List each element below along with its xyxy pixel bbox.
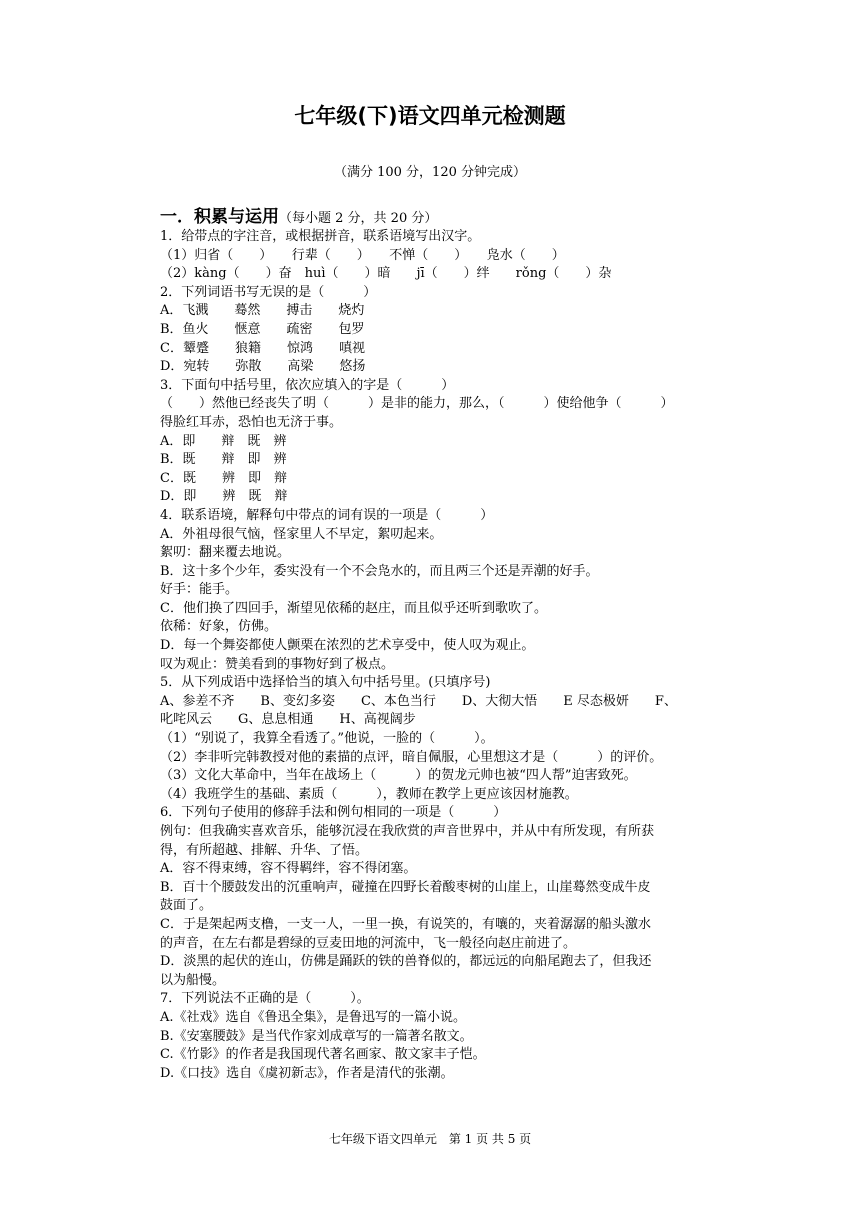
text-line: B.《安塞腰鼓》是当代作家刘成章写的一篇著名散文。 xyxy=(160,1028,473,1044)
question-body xyxy=(160,228,745,1083)
text-line: D．每一个舞姿都使人颤栗在浓烈的艺术享受中，使人叹为观止。 xyxy=(160,638,535,654)
text-line: （4）我班学生的基础、素质（ ），教师在教学上更应该因材施教。 xyxy=(160,786,578,802)
text-line: 7．下列说法不正确的是（ ）。 xyxy=(160,991,370,1007)
text-line: 的声音，在左右都是碧绿的豆麦田地的河流中，飞一般径向赵庄前进了。 xyxy=(160,935,577,951)
text-line: （3）文化大革命中，当年在战场上（ ）的贺龙元帅也被“四人帮”迫害致死。 xyxy=(160,768,637,784)
text-line: 例句：但我确实喜欢音乐，能够沉浸在我欣赏的声音世界中，并从中有所发现，有所获 xyxy=(160,824,655,839)
text-line: B．百十个腰鼓发出的沉重响声，碰撞在四野长着酸枣树的山崖上，山崖蓦然变成牛皮 xyxy=(160,879,651,895)
text-line: D．宛转 弥散 高梁 悠扬 xyxy=(160,359,366,375)
score-note: （满分 100 分，120 分钟完成） xyxy=(333,165,527,180)
text-line: 得，有所超越、排解、升华、了悟。 xyxy=(160,842,369,858)
text-line: C．于是架起两支橹，一支一人，一里一换，有说笑的，有嚷的，夹着潺潺的船头激水 xyxy=(160,916,651,932)
text-line: B．既 辩 即 辨 xyxy=(160,452,287,468)
page-title: 七年级(下)语文四单元检测题 xyxy=(294,104,566,128)
text-line: A．外祖母很气恼，怪家里人不早定，絮叨起来。 xyxy=(160,526,443,542)
text-line: A．飞溅 蓦然 搏击 烧灼 xyxy=(160,303,365,319)
text-line: 5．从下列成语中选择恰当的填入句中括号里。(只填序号) xyxy=(160,675,491,691)
text-line: 依稀：好象，仿佛。 xyxy=(160,619,278,635)
text-line: A.《社戏》选自《鲁迅全集》，是鲁迅写的一篇小说。 xyxy=(160,1009,467,1025)
text-line: （ ）然他已经丧失了明（ ）是非的能力，那么，（ ）使给他争（ ） xyxy=(160,396,674,412)
section-title: 一．积累与运用 xyxy=(160,207,279,227)
text-line: （2）李非听完韩教授对他的素描的点评，暗自佩服，心里想这才是（ ）的评价。 xyxy=(160,749,663,765)
section-heading xyxy=(160,202,437,227)
text-line: 6．下列句子使用的修辞手法和例句相同的一项是（ ） xyxy=(160,805,507,821)
text-line: 絮叨：翻来覆去地说。 xyxy=(160,545,291,561)
text-line: 叱咤风云 G、息息相通 H、高视阔步 xyxy=(160,712,416,728)
text-line: 得脸红耳赤，恐怕也无济于事。 xyxy=(160,414,343,430)
text-line: （1）归省（ ） 行辈（ ） 不惮（ ） 凫水（ ） xyxy=(160,247,565,263)
section-note: （每小题 2 分，共 20 分） xyxy=(279,211,438,226)
text-line: 好手：能手。 xyxy=(160,582,239,598)
text-line: A、参差不齐 B、变幻多姿 C、本色当行 D、大彻大悟 E 尽态极妍 F、 xyxy=(160,693,677,709)
page-footer: 七年级下语文四单元 第 1 页 共 5 页 xyxy=(328,1132,532,1146)
text-line: C.《竹影》的作者是我国现代著名画家、散文家丰子恺。 xyxy=(160,1047,486,1063)
text-line: A．容不得束缚，容不得羁绊，容不得闭塞。 xyxy=(160,861,417,877)
text-line: D．即 辨 既 辩 xyxy=(160,489,288,505)
text-line: 鼓面了。 xyxy=(160,898,213,914)
text-line: C．颦蹙 狼籍 惊鸿 嗔视 xyxy=(160,340,365,356)
text-line: D．淡黑的起伏的连山，仿佛是踊跃的铁的兽脊似的，都远远的向船尾跑去了，但我还 xyxy=(160,954,652,970)
text-line: D.《口技》选自《虞初新志》，作者是清代的张潮。 xyxy=(160,1065,454,1081)
text-line: 3．下面句中括号里，依次应填入的字是（ ） xyxy=(160,377,455,393)
text-line: B．鱼火 惬意 疏密 包罗 xyxy=(160,321,365,337)
text-line: 1．给带点的字注音，或根据拼音，联系语境写出汉字。 xyxy=(160,229,481,244)
text-line: 叹为观止：赞美看到的事物好到了极点。 xyxy=(160,656,395,672)
text-line: 2．下列词语书写无误的是（ ） xyxy=(160,284,377,300)
text-line: B．这十多个少年，委实没有一个不会凫水的，而且两三个还是弄潮的好手。 xyxy=(160,563,599,579)
text-line: （2）kàng（ ）奋 huì（ ）暗 jī（ ）绊 rǒng（ ）杂 xyxy=(160,266,612,282)
text-line: A．即 辩 既 辨 xyxy=(160,433,287,449)
text-line: C．他们换了四回手，渐望见依稀的赵庄，而且似乎还听到歌吹了。 xyxy=(160,600,547,616)
text-line: 以为船慢。 xyxy=(160,972,226,988)
text-line: （1）“别说了，我算全看透了。”他说，一脸的（ ）。 xyxy=(160,731,494,747)
text-line: 4．联系语境，解释句中带点的词有误的一项是（ ） xyxy=(160,507,494,523)
text-line: C．既 辨 即 辩 xyxy=(160,470,287,486)
